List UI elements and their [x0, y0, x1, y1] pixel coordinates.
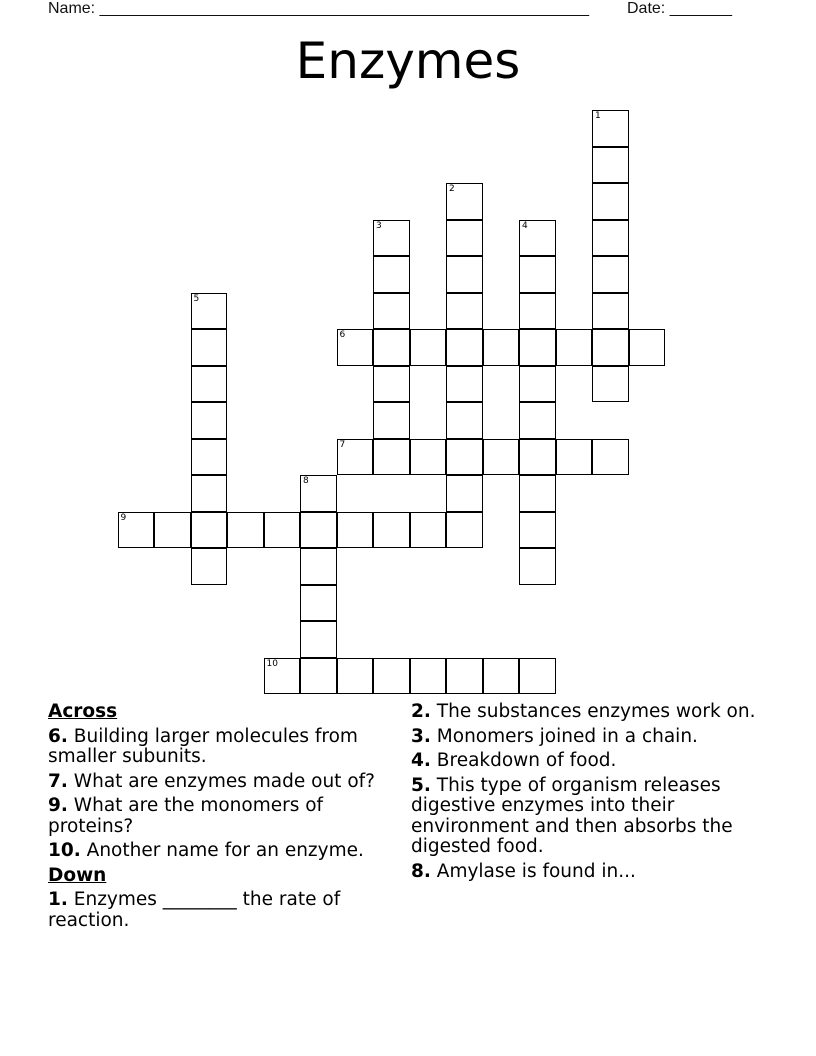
grid-cell[interactable]: [191, 475, 228, 512]
clues-left-column: [48, 702, 393, 935]
grid-cell[interactable]: [410, 329, 447, 366]
grid-cell[interactable]: [264, 658, 301, 695]
grid-cell[interactable]: [446, 402, 483, 439]
grid-cell[interactable]: [446, 293, 483, 330]
clue-text: What are the monomers of proteins?: [48, 795, 324, 837]
grid-cell[interactable]: [337, 439, 374, 476]
grid-cell[interactable]: [373, 439, 410, 476]
clue-text: Amylase is found in...: [436, 860, 636, 882]
clue-number: 1.: [48, 889, 68, 910]
grid-cell[interactable]: [519, 548, 556, 585]
clue-number-label: 4: [522, 220, 528, 231]
grid-cell[interactable]: [592, 147, 629, 184]
across-heading: Across: [48, 701, 118, 722]
grid-cell[interactable]: [592, 293, 629, 330]
grid-cell[interactable]: [300, 621, 337, 658]
grid-cell[interactable]: [592, 439, 629, 476]
grid-cell[interactable]: [446, 475, 483, 512]
grid-cell[interactable]: [300, 475, 337, 512]
clue-number: 4.: [411, 750, 431, 771]
clue-down-4: [411, 751, 761, 772]
grid-cell[interactable]: [191, 548, 228, 585]
clue-down-3: [411, 727, 761, 748]
grid-cell[interactable]: [519, 658, 556, 695]
grid-cell[interactable]: [519, 475, 556, 512]
date-line[interactable]: Date: _______: [627, 0, 732, 17]
clue-number-label: 6: [339, 330, 346, 340]
grid-cell[interactable]: [410, 512, 447, 549]
clue-number-label: 10: [266, 658, 278, 669]
clue-down-8: [411, 862, 761, 883]
clue-number: 6.: [48, 725, 68, 747]
grid-cell[interactable]: [446, 366, 483, 403]
grid-cell[interactable]: [300, 658, 337, 695]
grid-cell[interactable]: [483, 329, 520, 366]
grid-cell[interactable]: [629, 329, 666, 366]
grid-cell[interactable]: [337, 658, 374, 695]
clue-number: 7.: [48, 770, 68, 792]
grid-cell[interactable]: [373, 329, 410, 366]
grid-cell[interactable]: [373, 658, 410, 695]
grid-cell[interactable]: [592, 256, 629, 293]
clue-number: 10.: [48, 840, 81, 861]
clue-number: 9.: [48, 795, 68, 816]
grid-cell[interactable]: [373, 293, 410, 330]
clue-text: The substances enzymes work on.: [436, 701, 756, 722]
clues-right-column: [411, 702, 761, 886]
grid-cell[interactable]: [483, 439, 520, 476]
grid-cell[interactable]: [519, 220, 556, 257]
clue-text: Enzymes ________ the rate of reaction.: [48, 889, 341, 931]
grid-cell[interactable]: [556, 329, 593, 366]
clue-text: What are enzymes made out of?: [73, 770, 375, 792]
grid-cell[interactable]: [519, 512, 556, 549]
grid-cell[interactable]: [446, 512, 483, 549]
grid-cell[interactable]: [337, 512, 374, 549]
grid-cell[interactable]: [592, 110, 629, 147]
grid-cell[interactable]: [191, 293, 228, 330]
grid-cell[interactable]: [191, 329, 228, 366]
clue-text: Breakdown of food.: [436, 750, 617, 771]
clue-number-label: 3: [376, 220, 382, 231]
grid-cell[interactable]: [592, 183, 629, 220]
clue-number-label: 9: [120, 512, 127, 523]
clue-number: 2.: [411, 701, 431, 722]
grid-cell[interactable]: [337, 329, 374, 366]
grid-cell[interactable]: [191, 439, 228, 476]
grid-cell[interactable]: [300, 585, 337, 622]
grid-cell[interactable]: [300, 512, 337, 549]
grid-cell[interactable]: [519, 329, 556, 366]
clue-text: Another name for an enzyme.: [86, 840, 364, 861]
grid-cell[interactable]: [483, 658, 520, 695]
grid-cell[interactable]: [373, 256, 410, 293]
clue-number-label: 1: [595, 111, 601, 121]
page-title: Enzymes: [295, 32, 521, 90]
grid-cell[interactable]: [300, 548, 337, 585]
clue-down-1: [48, 890, 393, 931]
clue-number: 3.: [411, 725, 431, 747]
grid-cell[interactable]: [410, 439, 447, 476]
down-heading: Down: [48, 864, 107, 886]
clue-number: 8.: [411, 860, 431, 882]
grid-cell[interactable]: [191, 512, 228, 549]
grid-cell[interactable]: [446, 183, 483, 220]
clue-down-5: [411, 776, 761, 858]
grid-cell[interactable]: [264, 512, 301, 549]
grid-cell[interactable]: [410, 658, 447, 695]
grid-cell[interactable]: [519, 256, 556, 293]
grid-cell[interactable]: [592, 366, 629, 403]
grid-cell[interactable]: [191, 402, 228, 439]
grid-cell[interactable]: [446, 329, 483, 366]
clue-text: Monomers joined in a chain.: [436, 725, 698, 747]
grid-cell[interactable]: [191, 366, 228, 403]
clue-down-2: [411, 702, 761, 723]
grid-cell[interactable]: [592, 329, 629, 366]
clue-number-label: 5: [193, 293, 200, 304]
grid-cell[interactable]: [519, 366, 556, 403]
clue-text: This type of organism releases digestive enzymes into their environment and then absorbs the digested food.: [411, 774, 733, 857]
grid-cell[interactable]: [227, 512, 264, 549]
grid-cell[interactable]: [519, 439, 556, 476]
grid-cell[interactable]: [154, 512, 191, 549]
grid-cell[interactable]: [373, 366, 410, 403]
clue-across-9: [48, 796, 393, 837]
grid-cell[interactable]: [373, 512, 410, 549]
grid-cell[interactable]: [373, 402, 410, 439]
clue-number-label: 2: [449, 184, 455, 194]
grid-cell[interactable]: [519, 402, 556, 439]
grid-cell[interactable]: [446, 658, 483, 695]
grid-cell[interactable]: [519, 293, 556, 330]
clue-text: Building larger molecules from smaller subunits.: [48, 725, 358, 767]
grid-cell[interactable]: [446, 220, 483, 257]
grid-cell[interactable]: [118, 512, 155, 549]
grid-cell[interactable]: [446, 256, 483, 293]
grid-cell[interactable]: [592, 220, 629, 257]
clue-number-label: 7: [339, 439, 346, 450]
clue-across-10: [48, 841, 393, 862]
clue-number-label: 8: [303, 476, 309, 486]
name-line[interactable]: Name: _______________________________________________________: [48, 0, 589, 17]
clue-across-6: [48, 727, 393, 768]
grid-cell[interactable]: [446, 439, 483, 476]
grid-cell[interactable]: [373, 220, 410, 257]
grid-cell[interactable]: [556, 439, 593, 476]
clue-number: 5.: [411, 774, 431, 796]
clue-across-7: [48, 772, 393, 793]
